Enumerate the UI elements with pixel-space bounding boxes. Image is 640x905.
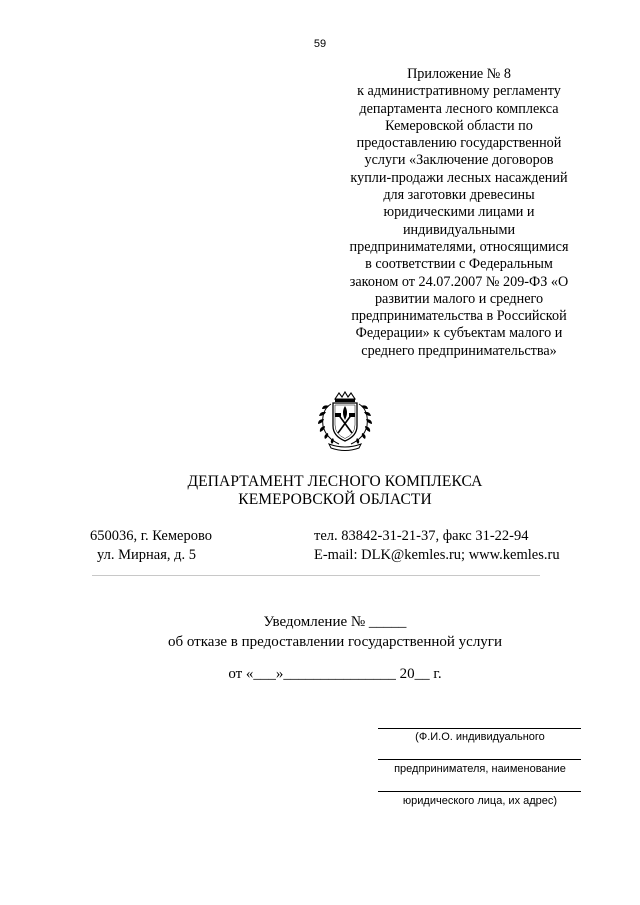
notice-title-line1: Уведомление № _____ — [263, 614, 407, 630]
recipient-caption-line2: предпринимателя, наименование — [394, 763, 566, 775]
notice-date: от «___»_______________ 20__ г. — [228, 666, 442, 682]
coat-of-arms-emblem — [313, 390, 377, 452]
appendix-line: среднего предпринимательства» — [361, 342, 557, 359]
recipient-line — [378, 791, 581, 792]
contact-info — [314, 527, 560, 565]
department-name-line2: КЕМЕРОВСКОЙ ОБЛАСТИ — [238, 491, 432, 508]
recipient-caption-line1: (Ф.И.О. индивидуального — [415, 731, 545, 743]
appendix-line: Приложение № 8 — [407, 66, 511, 82]
appendix-line: предоставлению государственной — [356, 135, 562, 152]
appendix-line: предпринимателями, относящимися — [349, 238, 569, 255]
appendix-line: развитии малого и среднего — [374, 290, 544, 307]
department-name — [0, 473, 640, 509]
page-number: 59 — [313, 38, 327, 50]
appendix-line: Кемеровской области по — [385, 117, 533, 134]
postal-address — [90, 527, 212, 565]
postal-address-line2: ул. Мирная, д. 5 — [97, 547, 196, 563]
recipient-line — [378, 759, 581, 760]
notice-title-line2: об отказе в предоставлении государственной услуги — [167, 633, 502, 650]
department-name-line1: ДЕПАРТАМЕНТ ЛЕСНОГО КОМПЛЕКСА — [187, 473, 483, 490]
appendix-line: услуги «Заключение договоров — [364, 152, 554, 169]
recipient-line — [378, 728, 581, 729]
appendix-line: купли-продажи лесных насаждений — [350, 169, 568, 186]
appendix-line: предпринимательства в Российской — [351, 308, 567, 325]
appendix-line: Федерации» к субъектам малого и — [355, 325, 563, 342]
header-divider — [92, 575, 540, 576]
postal-address-line1: 650036, г. Кемерово — [90, 528, 212, 544]
appendix-line: юридическими лицами и — [383, 204, 535, 221]
appendix-line: департамента лесного комплекса — [359, 100, 559, 117]
email-website: E-mail: DLK@kemles.ru; www.kemles.ru — [314, 547, 560, 563]
notice-title — [0, 613, 640, 652]
recipient-caption-line3: юридического лица, их адрес) — [402, 795, 558, 807]
appendix-line: в соответствии с Федеральным — [365, 256, 553, 273]
appendix-line: законом от 24.07.2007 № 209-ФЗ «О — [349, 273, 569, 290]
appendix-line: индивидуальными — [402, 221, 516, 238]
appendix-line: для заготовки древесины — [383, 187, 535, 204]
phone-fax: тел. 83842-31-21-37, факс 31-22-94 — [314, 528, 529, 544]
appendix-line: к административному регламенту — [357, 83, 561, 100]
appendix-header — [318, 66, 600, 360]
